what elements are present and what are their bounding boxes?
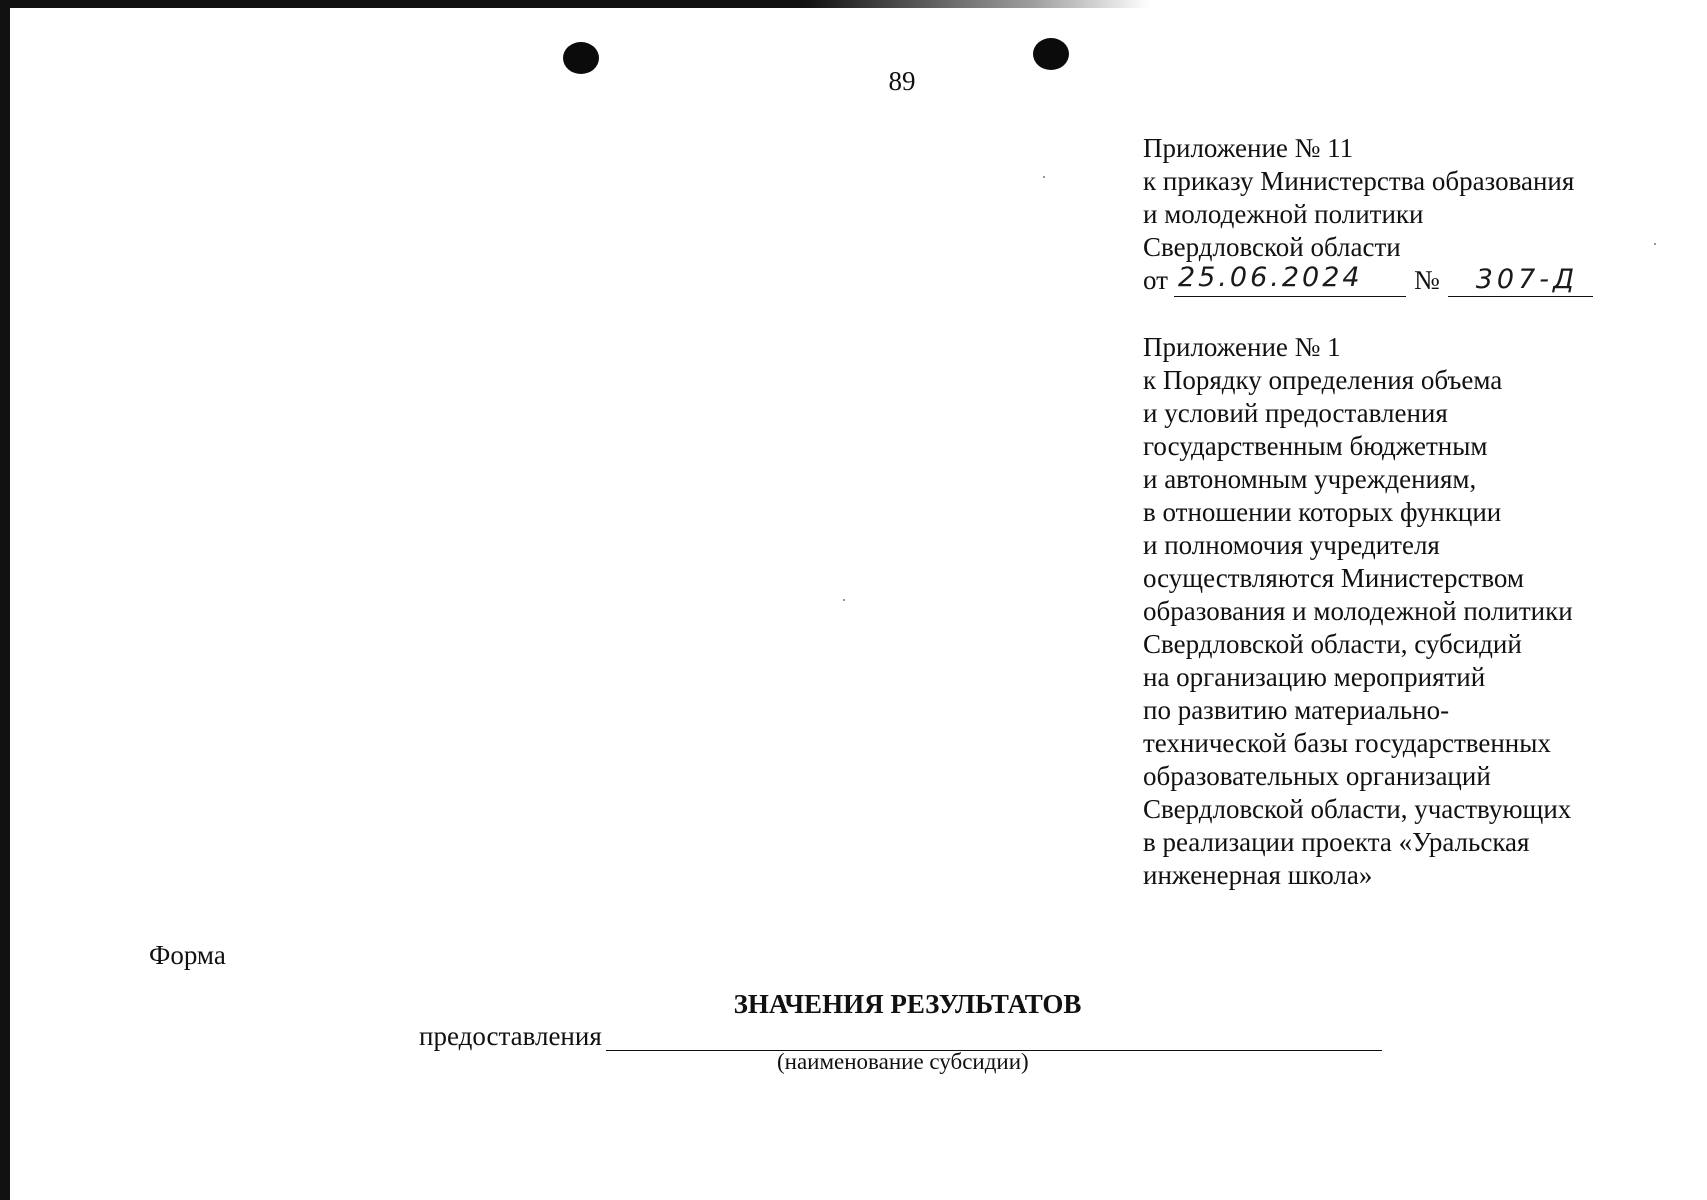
punch-hole-right [1033, 38, 1069, 70]
appendix-order-line: и автономным учреждениям, [1143, 464, 1477, 494]
handwritten-number: 307-Д [1475, 264, 1579, 295]
appendix-order-line: к Порядку определения объема [1143, 365, 1503, 395]
appendix-decree-line: Свердловской области [1143, 232, 1401, 262]
appendix-order-line: в отношении которых функции [1143, 497, 1502, 527]
appendix-order-line: Свердловской области, участвующих [1143, 794, 1572, 824]
appendix-order-line: Свердловской области, субсидий [1143, 629, 1522, 659]
appendix-order-line: на организацию мероприятий [1143, 662, 1486, 692]
scan-edge-top [0, 0, 1150, 8]
appendix-order-line: и полномочия учредителя [1143, 530, 1440, 560]
appendix-order-line: в реализации проекта «Уральская [1143, 827, 1530, 857]
appendix-order-line: осуществляются Министерством [1143, 563, 1524, 593]
scan-speck [843, 599, 845, 601]
date-field [1174, 262, 1406, 297]
appendix-order-line: образовательных организаций [1143, 761, 1491, 791]
date-prefix: от [1143, 265, 1168, 295]
appendix-decree-line: к приказу Министерства образования [1143, 166, 1575, 196]
provision-label: предоставления [419, 1021, 602, 1051]
appendix-order-block [1143, 331, 1703, 892]
appendix-order-line: Приложение № 1 [1143, 332, 1341, 362]
subsidy-name-field [606, 1026, 1382, 1051]
appendix-order-line: по развитию материально- [1143, 695, 1450, 725]
appendix-order-line: инженерная школа» [1143, 860, 1373, 890]
scan-edge-left [0, 0, 10, 1200]
form-label: Форма [149, 940, 226, 970]
appendix-order-line: государственным бюджетным [1143, 431, 1488, 461]
appendix-order-line: технической базы государственных [1143, 728, 1551, 758]
subsidy-name-hint: (наименование субсидии) [777, 1049, 1029, 1074]
appendix-order-line: и условий предоставления [1143, 398, 1448, 428]
decree-date-row [1143, 264, 1703, 300]
number-sign: № [1413, 265, 1440, 295]
handwritten-date: 25.06.2024 [1177, 262, 1363, 293]
document-title: ЗНАЧЕНИЯ РЕЗУЛЬТАТОВ [733, 989, 1082, 1019]
appendix-decree-block [1143, 132, 1703, 300]
punch-hole-left [563, 42, 599, 74]
appendix-order-line: образования и молодежной политики [1143, 596, 1573, 626]
appendix-decree-line: и молодежной политики [1143, 199, 1424, 229]
provision-row [419, 1021, 1382, 1051]
page-number: 89 [888, 66, 916, 96]
scan-speck [1043, 176, 1045, 178]
appendix-decree-line: Приложение № 11 [1143, 133, 1354, 163]
number-field [1448, 266, 1593, 297]
